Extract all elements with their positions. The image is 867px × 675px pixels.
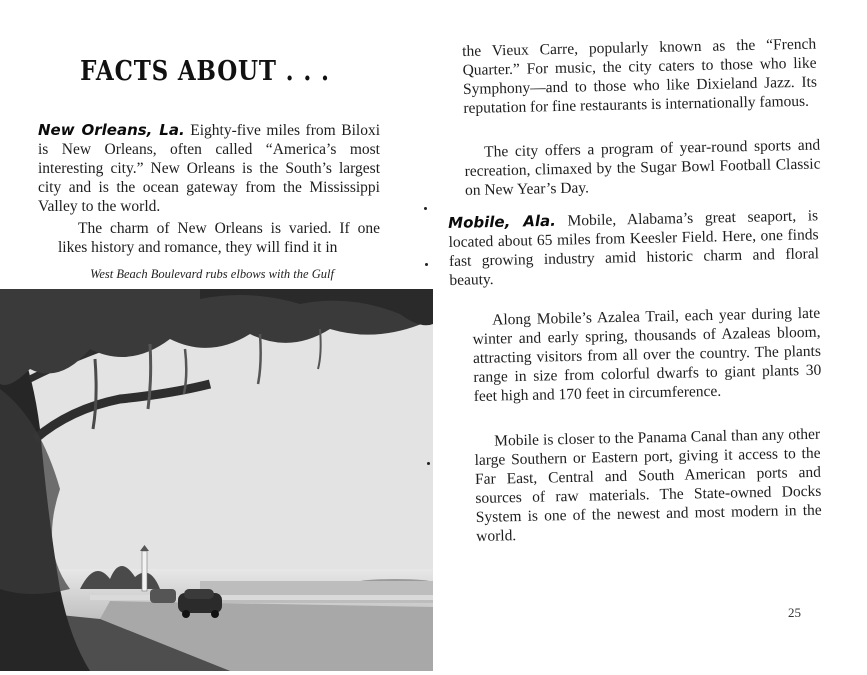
print-speck <box>424 207 427 210</box>
new-orleans-heading: New Orleans, La. <box>38 121 185 139</box>
mobile-heading: Mobile, Ala. <box>448 211 557 232</box>
print-speck <box>427 462 430 465</box>
azalea-paragraph: Along Mobile’s Azalea Trail, each year during late winter and early spring, thousands of Azaleas bloom, attracting visitors from all over the country. The plants range in size from colorful dwarfs to giant plants 30 feet high and 170 feet in circumference. <box>472 304 822 405</box>
new-orleans-text: Eighty-five miles from Biloxi is New Orleans, often called “America’s most interesting city.” New Orleans is the South’s largest city and is the ocean gateway from the Mississippi Valley to the world. <box>38 122 380 215</box>
print-speck <box>425 263 428 266</box>
vieux-carre-paragraph: the Vieux Carre, popularly known as the “French Quarter.” For music, the city caters to those who like Symphony—and to those who like Dixieland Jazz. Its reputation for fine restaurants is internationally famous. <box>462 35 818 117</box>
beach-boulevard-photo <box>0 289 433 671</box>
right-page <box>434 0 867 675</box>
page-title: FACTS ABOUT . . . <box>80 56 330 87</box>
mobile-text: Mobile, Alabama’s great seaport, is located about 65 miles from Keesler Field. Here, one finds fast growing industry amid historic charm and floral beauty. <box>448 207 820 289</box>
photo-caption: West Beach Boulevard rubs elbows with the Gulf <box>90 267 334 281</box>
left-page <box>0 0 433 675</box>
sports-paragraph: The city offers a program of year-round sports and recreation, climaxed by the Sugar Bowl Football Classic on New Year’s Day. <box>464 136 821 199</box>
page-number: 25 <box>788 605 801 620</box>
charm-paragraph: The charm of New Orleans is varied. If one likes history and romance, they will find it in <box>58 220 380 256</box>
mobile-paragraph <box>448 206 820 290</box>
new-orleans-paragraph <box>38 121 380 216</box>
panama-paragraph: Mobile is closer to the Panama Canal than any other large Southern or Eastern port, giving it access to the Far East, Central and South American ports and sources of raw materials. The State-owned Docks System is one of the newest and most modern in the world. <box>474 425 822 545</box>
